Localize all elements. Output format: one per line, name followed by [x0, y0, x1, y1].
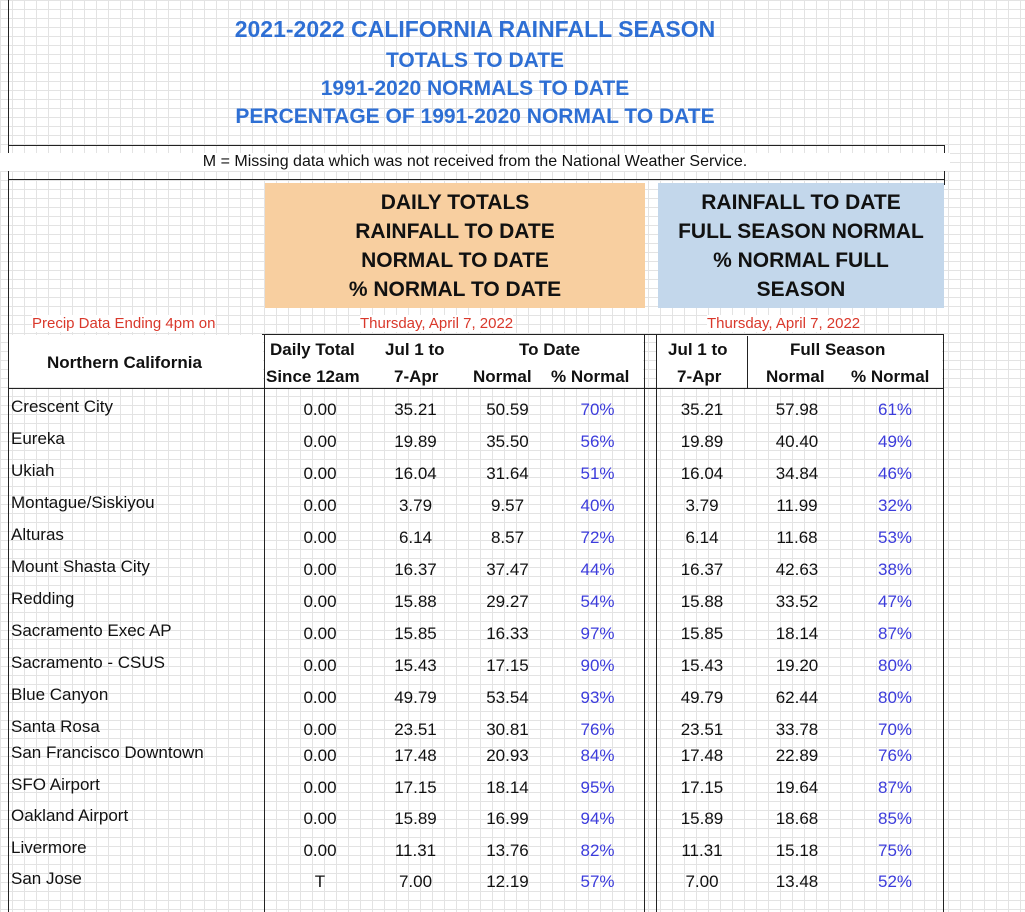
jul-to-date-cell: 3.79 — [398, 496, 433, 515]
jul-to-date-cell: 6.14 — [398, 528, 433, 547]
jul-to-date-b-cell: 11.31 — [681, 841, 723, 860]
full-season-pct-cell: 52% — [877, 872, 913, 891]
daily-total-cell: 0.00 — [303, 720, 337, 739]
full-season-pct-cell: 87% — [877, 778, 913, 797]
normal-to-date-cell: 13.76 — [486, 841, 529, 860]
jul-to-date-b-cell: 15.88 — [680, 592, 724, 611]
station-name: Santa Rosa — [11, 717, 100, 736]
daily-total-header-2: Since 12am — [266, 367, 360, 386]
jul-to-date-cell: 49.79 — [394, 688, 437, 707]
full-season-normal-cell: 33.52 — [775, 592, 819, 611]
jul-to-date-b-cell: 17.15 — [680, 778, 724, 797]
legend-right-line: FULL SEASON NORMAL — [678, 219, 924, 243]
full-season-pct-cell: 46% — [877, 464, 913, 483]
region-header: Northern California — [47, 353, 202, 372]
full-season-pct-cell: 76% — [877, 746, 913, 765]
jul1b-header-1: Jul 1 to — [668, 340, 728, 359]
date-left: Thursday, April 7, 2022 — [360, 315, 514, 332]
full-season-header: Full Season — [790, 340, 886, 359]
normal-to-date-cell: 9.57 — [490, 496, 525, 515]
daily-total-cell: 0.00 — [303, 400, 337, 419]
full-season-pct-cell: 85% — [877, 809, 913, 828]
full-season-normal-cell: 19.20 — [775, 656, 819, 675]
normal-to-date-cell: 53.54 — [486, 688, 529, 707]
full-season-pct-cell: 75% — [877, 841, 913, 860]
pct-normal-cell: 54% — [580, 592, 615, 611]
pct-normal-cell: 56% — [580, 432, 615, 451]
full-season-pct-cell: 47% — [877, 592, 913, 611]
full-season-normal-cell: 15.18 — [775, 841, 819, 860]
normal-to-date-cell: 8.57 — [490, 528, 525, 547]
normal-to-date-cell: 17.15 — [486, 656, 529, 675]
title-line-3: 1991-2020 NORMALS TO DATE — [320, 77, 630, 100]
full-season-pct-cell: 80% — [877, 688, 913, 707]
full-season-normal-cell: 13.48 — [775, 872, 819, 891]
full-season-pct-cell: 87% — [877, 624, 913, 643]
full-season-pct-cell: 61% — [877, 400, 913, 419]
daily-total-cell: 0.00 — [303, 778, 337, 797]
jul-to-date-b-cell: 6.14 — [685, 528, 719, 547]
legend-left-line: % NORMAL TO DATE — [348, 277, 562, 301]
normal-to-date-cell: 20.93 — [486, 746, 529, 765]
jul-to-date-cell: 19.89 — [394, 432, 437, 451]
pct-normal-cell: 95% — [580, 778, 615, 797]
full-season-normal-cell: 18.14 — [775, 624, 819, 643]
pct-normal-cell: 84% — [580, 746, 615, 765]
jul-to-date-cell: 15.43 — [394, 656, 437, 675]
station-name: Mount Shasta City — [11, 557, 150, 576]
jul-to-date-cell: 17.15 — [394, 778, 437, 797]
full-season-normal-cell: 11.68 — [776, 528, 818, 547]
jul-to-date-b-cell: 15.43 — [680, 656, 724, 675]
legend-right-line: RAINFALL TO DATE — [701, 190, 901, 214]
pct-normal-cell: 72% — [580, 528, 615, 547]
jul-to-date-cell: 15.88 — [394, 592, 437, 611]
station-name: Sacramento - CSUS — [11, 653, 165, 672]
legend-right-line: SEASON — [756, 277, 846, 301]
full-season-normal-cell: 34.84 — [775, 464, 819, 483]
title-line-2: TOTALS TO DATE — [385, 49, 565, 72]
normal-to-date-cell: 12.19 — [486, 872, 529, 891]
daily-total-cell: 0.00 — [303, 496, 337, 515]
full-season-normal-cell: 33.78 — [775, 720, 819, 739]
full-season-normal-cell: 40.40 — [775, 432, 819, 451]
station-name: Livermore — [11, 838, 87, 857]
jul-to-date-b-cell: 17.48 — [680, 746, 724, 765]
daily-total-cell: 0.00 — [303, 432, 337, 451]
daily-total-cell: 0.00 — [303, 592, 337, 611]
pct-normal-cell: 70% — [580, 400, 615, 419]
jul-to-date-b-cell: 3.79 — [685, 496, 719, 515]
daily-total-cell: 0.00 — [303, 809, 337, 828]
missing-data-note: M = Missing data which was not received from the National Weather Service. — [0, 153, 950, 171]
station-name: Sacramento Exec AP — [11, 621, 172, 640]
normal-to-date-cell: 50.59 — [486, 400, 529, 419]
station-name: Redding — [11, 589, 75, 608]
daily-total-cell: 0.00 — [303, 464, 337, 483]
jul-to-date-b-cell: 16.04 — [680, 464, 724, 483]
legend-left-line: DAILY TOTALS — [380, 190, 530, 214]
full-season-pct-cell: 32% — [877, 496, 913, 515]
title-line-1: 2021-2022 CALIFORNIA RAINFALL SEASON — [234, 16, 716, 42]
station-name: SFO Airport — [11, 775, 100, 794]
legend-left-line: RAINFALL TO DATE — [355, 219, 555, 243]
full-season-pct-cell: 70% — [877, 720, 913, 739]
date-right: Thursday, April 7, 2022 — [707, 315, 861, 332]
full-season-normal-cell: 22.89 — [775, 746, 819, 765]
jul1-header-2: 7-Apr — [394, 367, 439, 386]
jul-to-date-cell: 17.48 — [394, 746, 437, 765]
note-divider — [8, 179, 944, 180]
full-season-normal-cell: 19.64 — [775, 778, 819, 797]
jul-to-date-cell: 16.04 — [394, 464, 437, 483]
full-season-normal-cell: 57.98 — [775, 400, 819, 419]
station-name: Ukiah — [11, 461, 55, 480]
normal-to-date-cell: 16.99 — [486, 809, 529, 828]
normal-to-date-cell: 16.33 — [486, 624, 529, 643]
legend-left-line: NORMAL TO DATE — [361, 248, 549, 272]
jul-to-date-cell: 11.31 — [394, 841, 437, 860]
daily-total-header-1: Daily Total — [270, 340, 355, 359]
full-season-normal-cell: 42.63 — [775, 560, 819, 579]
station-name: San Jose — [11, 869, 82, 888]
header-divider-right — [747, 336, 748, 388]
full-season-pct-cell: 38% — [877, 560, 913, 579]
col-divider-mid-1 — [644, 334, 645, 912]
jul-to-date-b-cell: 49.79 — [680, 688, 724, 707]
daily-total-cell: 0.00 — [303, 624, 337, 643]
daily-total-cell: 0.00 — [303, 688, 337, 707]
station-name: Montague/Siskiyou — [11, 493, 155, 512]
jul-to-date-cell: 23.51 — [394, 720, 437, 739]
pct-normal-cell: 76% — [580, 720, 615, 739]
pct-normal-cell: 97% — [580, 624, 615, 643]
jul-to-date-b-cell: 23.51 — [680, 720, 724, 739]
jul-to-date-cell: 15.85 — [394, 624, 437, 643]
jul-to-date-cell: 35.21 — [394, 400, 437, 419]
jul-to-date-b-cell: 16.37 — [680, 560, 724, 579]
daily-total-cell: T — [314, 872, 326, 891]
full-season-normal-cell: 62.44 — [775, 688, 819, 707]
full-season-pct-cell: 49% — [877, 432, 913, 451]
full-season-legend — [658, 183, 944, 308]
jul-to-date-cell: 7.00 — [398, 872, 433, 891]
daily-total-cell: 0.00 — [303, 841, 337, 860]
jul-to-date-cell: 16.37 — [394, 560, 437, 579]
pct-normal-cell: 82% — [580, 841, 615, 860]
pct-normal-cell: 51% — [580, 464, 615, 483]
normal-to-date-cell: 31.64 — [486, 464, 529, 483]
jul1b-header-2: 7-Apr — [677, 367, 722, 386]
daily-totals-legend — [265, 183, 645, 308]
station-name: Crescent City — [11, 397, 114, 416]
title-line-4: PERCENTAGE OF 1991-2020 NORMAL TO DATE — [235, 105, 715, 128]
pct-normal-cell: 90% — [580, 656, 615, 675]
station-name: Alturas — [11, 525, 64, 544]
jul1-header-1: Jul 1 to — [385, 340, 445, 359]
to-date-header: To Date — [519, 340, 581, 359]
station-name: Eureka — [11, 429, 65, 448]
daily-total-cell: 0.00 — [303, 656, 337, 675]
precip-data-label: Precip Data Ending 4pm on — [32, 315, 216, 332]
normal-header: Normal — [473, 367, 532, 386]
full-season-normal-cell: 11.99 — [776, 496, 818, 515]
pct-normal-cell: 94% — [580, 809, 615, 828]
daily-total-cell: 0.00 — [303, 746, 337, 765]
full-season-pct-cell: 53% — [877, 528, 913, 547]
pct-normal-cell: 93% — [580, 688, 615, 707]
legend-right-line: % NORMAL FULL — [713, 248, 889, 272]
pct-normal-cell: 40% — [580, 496, 615, 515]
station-name: Blue Canyon — [11, 685, 109, 704]
daily-total-cell: 0.00 — [303, 560, 337, 579]
jul-to-date-b-cell: 19.89 — [680, 432, 724, 451]
jul-to-date-b-cell: 15.85 — [680, 624, 724, 643]
jul-to-date-b-cell: 7.00 — [685, 872, 719, 891]
normal-b-header: Normal — [766, 367, 825, 386]
station-name: Oakland Airport — [11, 806, 129, 825]
full-season-pct-cell: 80% — [877, 656, 913, 675]
top-divider — [8, 145, 944, 146]
normal-to-date-cell: 18.14 — [486, 778, 529, 797]
daily-total-cell: 0.00 — [303, 528, 337, 547]
col-divider-right — [943, 334, 944, 912]
full-season-normal-cell: 18.68 — [775, 809, 819, 828]
header-bottom-line — [8, 388, 944, 389]
pct-normal-header: % Normal — [551, 367, 630, 386]
jul-to-date-b-cell: 35.21 — [680, 400, 724, 419]
normal-to-date-cell: 29.27 — [486, 592, 529, 611]
jul-to-date-cell: 15.89 — [394, 809, 437, 828]
station-name: San Francisco Downtown — [11, 743, 204, 762]
normal-to-date-cell: 30.81 — [486, 720, 529, 739]
pct-normal-b-header: % Normal — [851, 367, 930, 386]
normal-to-date-cell: 35.50 — [486, 432, 529, 451]
normal-to-date-cell: 37.47 — [486, 560, 529, 579]
pct-normal-cell: 44% — [580, 560, 615, 579]
pct-normal-cell: 57% — [580, 872, 615, 891]
jul-to-date-b-cell: 15.89 — [680, 809, 724, 828]
left-border — [8, 0, 9, 912]
